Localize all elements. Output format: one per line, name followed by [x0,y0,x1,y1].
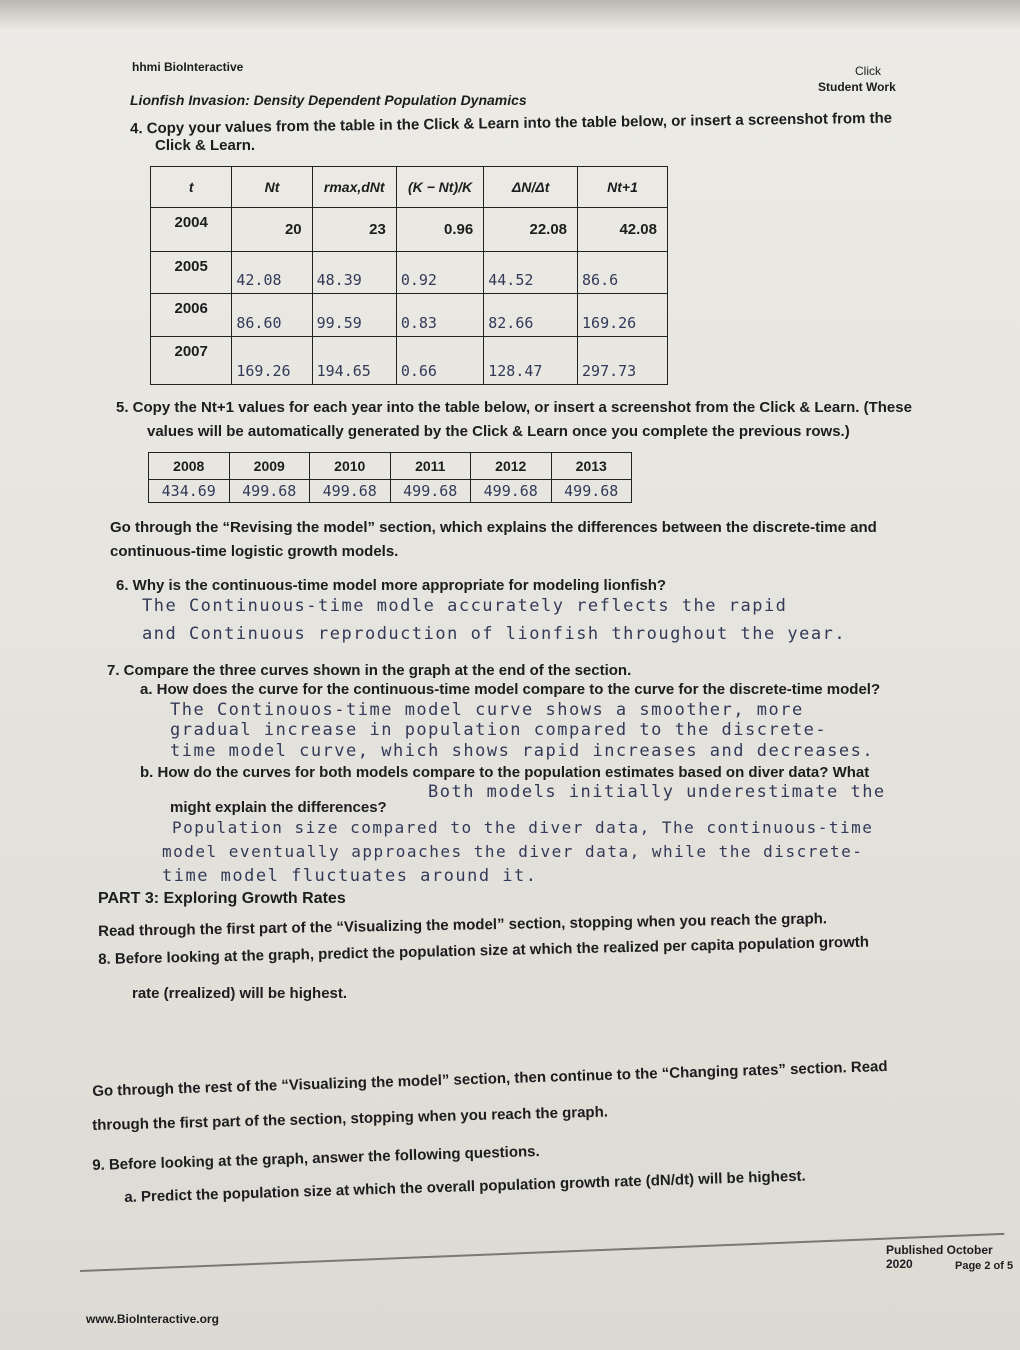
cell: 499.68 [229,480,310,503]
question-5: 5. Copy the Nt+1 values for each year into the table below, or insert a screenshot from the Click & Learn. (These [116,399,912,416]
part3-heading: PART 3: Exploring Growth Rates [98,890,346,907]
year-header: 2010 [310,453,391,480]
footer-divider [80,1233,1004,1272]
part3-intro: Read through the first part of the “Visualizing the model” section, stopping when you reach the graph. [98,910,828,940]
logo: hhmi BioInteractive [132,60,244,74]
published-date: Published October 2020 [886,1243,993,1271]
cell: 42.08 [578,208,668,252]
cell: 2007 [151,337,232,385]
question-8-cont: rate (rrealized) will be highest. [132,985,348,1002]
table-row [151,337,668,385]
cell: 0.96 [396,208,483,252]
answer-7b-line2: Population size compared to the diver data, The continuous-time [172,818,874,837]
website-link[interactable]: www.BioInteractive.org [86,1312,219,1326]
question-8: 8. Before looking at the graph, predict the population size at which the realized per capita population growth [98,933,870,968]
cell: 434.69 [149,480,230,503]
answer-7a-line3: time model curve, which shows rapid increases and decreases. [170,741,875,761]
intro-changing-rates-cont: through the first part of the section, stopping when you reach the graph. [92,1103,609,1134]
answer-7a-line1: The Continouos-time model curve shows a smoother, more [170,700,804,720]
cell: 499.68 [471,480,552,503]
cell: 42.08 [232,252,312,294]
intro-revising-cont: continuous-time logistic growth models. [110,543,399,560]
cell: 169.26 [232,337,312,385]
cell: 20 [232,208,312,252]
question-9a: a. Predict the population size at which the overall population growth rate (dN/dt) will be highest. [124,1167,806,1206]
col-header-t: t [151,167,232,208]
cell: 23 [312,208,396,252]
cell: 2006 [151,294,232,337]
question-7a: a. How does the curve for the continuous-time model compare to the curve for the discrete-time model? [140,681,881,698]
question-7b: b. How do the curves for both models compare to the population estimates based on diver data? What [140,764,870,781]
table-row [151,208,668,252]
cell: 2004 [151,208,232,252]
cell: 44.52 [484,252,578,294]
cell: 0.92 [396,252,483,294]
cell: 0.66 [396,337,483,385]
cell: 297.73 [578,337,668,385]
cell: 0.83 [396,294,483,337]
page-edge-shadow [0,0,1020,30]
question-4: 4. Copy your values from the table in the Click & Learn into the table below, or insert a screenshot from the [129,109,893,138]
question-5-cont: values will be automatically generated by the Click & Learn once you complete the previous rows.) [147,423,850,440]
cell: 2005 [151,252,232,294]
col-header-nt1: Nt+1 [578,167,668,208]
col-header-dn: ΔN/Δt [484,167,578,208]
answer-7b-line1: Both models initially underestimate the [428,782,886,802]
cell: 499.68 [310,480,391,503]
table-row [151,252,668,294]
cell: 499.68 [551,480,632,503]
document-title: Lionfish Invasion: Density Dependent Population Dynamics [130,92,527,108]
intro-revising: Go through the “Revising the model” section, which explains the differences between the discrete-time and [110,519,877,536]
col-header-k: (K − Nt)/K [396,167,483,208]
intro-changing-rates: Go through the rest of the “Visualizing the model” section, then continue to the “Changing rates” section. Read [92,1058,888,1100]
nt1-table [148,452,632,503]
question-4-cont: Click & Learn. [155,137,256,154]
table-row [149,480,632,503]
answer-7b-line4: time model fluctuates around it. [162,866,538,886]
population-table [150,166,668,385]
cell: 169.26 [578,294,668,337]
header-click-label: Click [855,64,881,78]
question-7: 7. Compare the three curves shown in the graph at the end of the section. [107,662,632,679]
cell: 48.39 [312,252,396,294]
question-9: 9. Before looking at the graph, answer the following questions. [92,1142,540,1174]
answer-7b-line3: model eventually approaches the diver data, while the discrete- [162,842,864,861]
question-7b-cont: might explain the differences? [170,799,387,816]
header-student-label: Student Work [818,80,896,94]
answer-6-line1: The Continuous-time modle accurately reflects the rapid [142,596,788,616]
cell: 128.47 [484,337,578,385]
cell: 499.68 [390,480,471,503]
year-header: 2009 [229,453,310,480]
table-row [151,294,668,337]
year-header: 2008 [149,453,230,480]
year-header: 2012 [471,453,552,480]
year-header: 2011 [390,453,471,480]
cell: 86.60 [232,294,312,337]
question-6: 6. Why is the continuous-time model more appropriate for modeling lionfish? [116,577,667,594]
cell: 22.08 [484,208,578,252]
answer-7a-line2: gradual increase in population compared to the discrete- [170,720,828,740]
cell: 82.66 [484,294,578,337]
year-header: 2013 [551,453,632,480]
page-number: Page 2 of 5 [955,1260,1014,1272]
col-header-nt: Nt [232,167,312,208]
cell: 86.6 [578,252,668,294]
answer-6-line2: and Continuous reproduction of lionfish throughout the year. [142,624,847,644]
col-header-rmax: rmax,dNt [312,167,396,208]
cell: 99.59 [312,294,396,337]
cell: 194.65 [312,337,396,385]
